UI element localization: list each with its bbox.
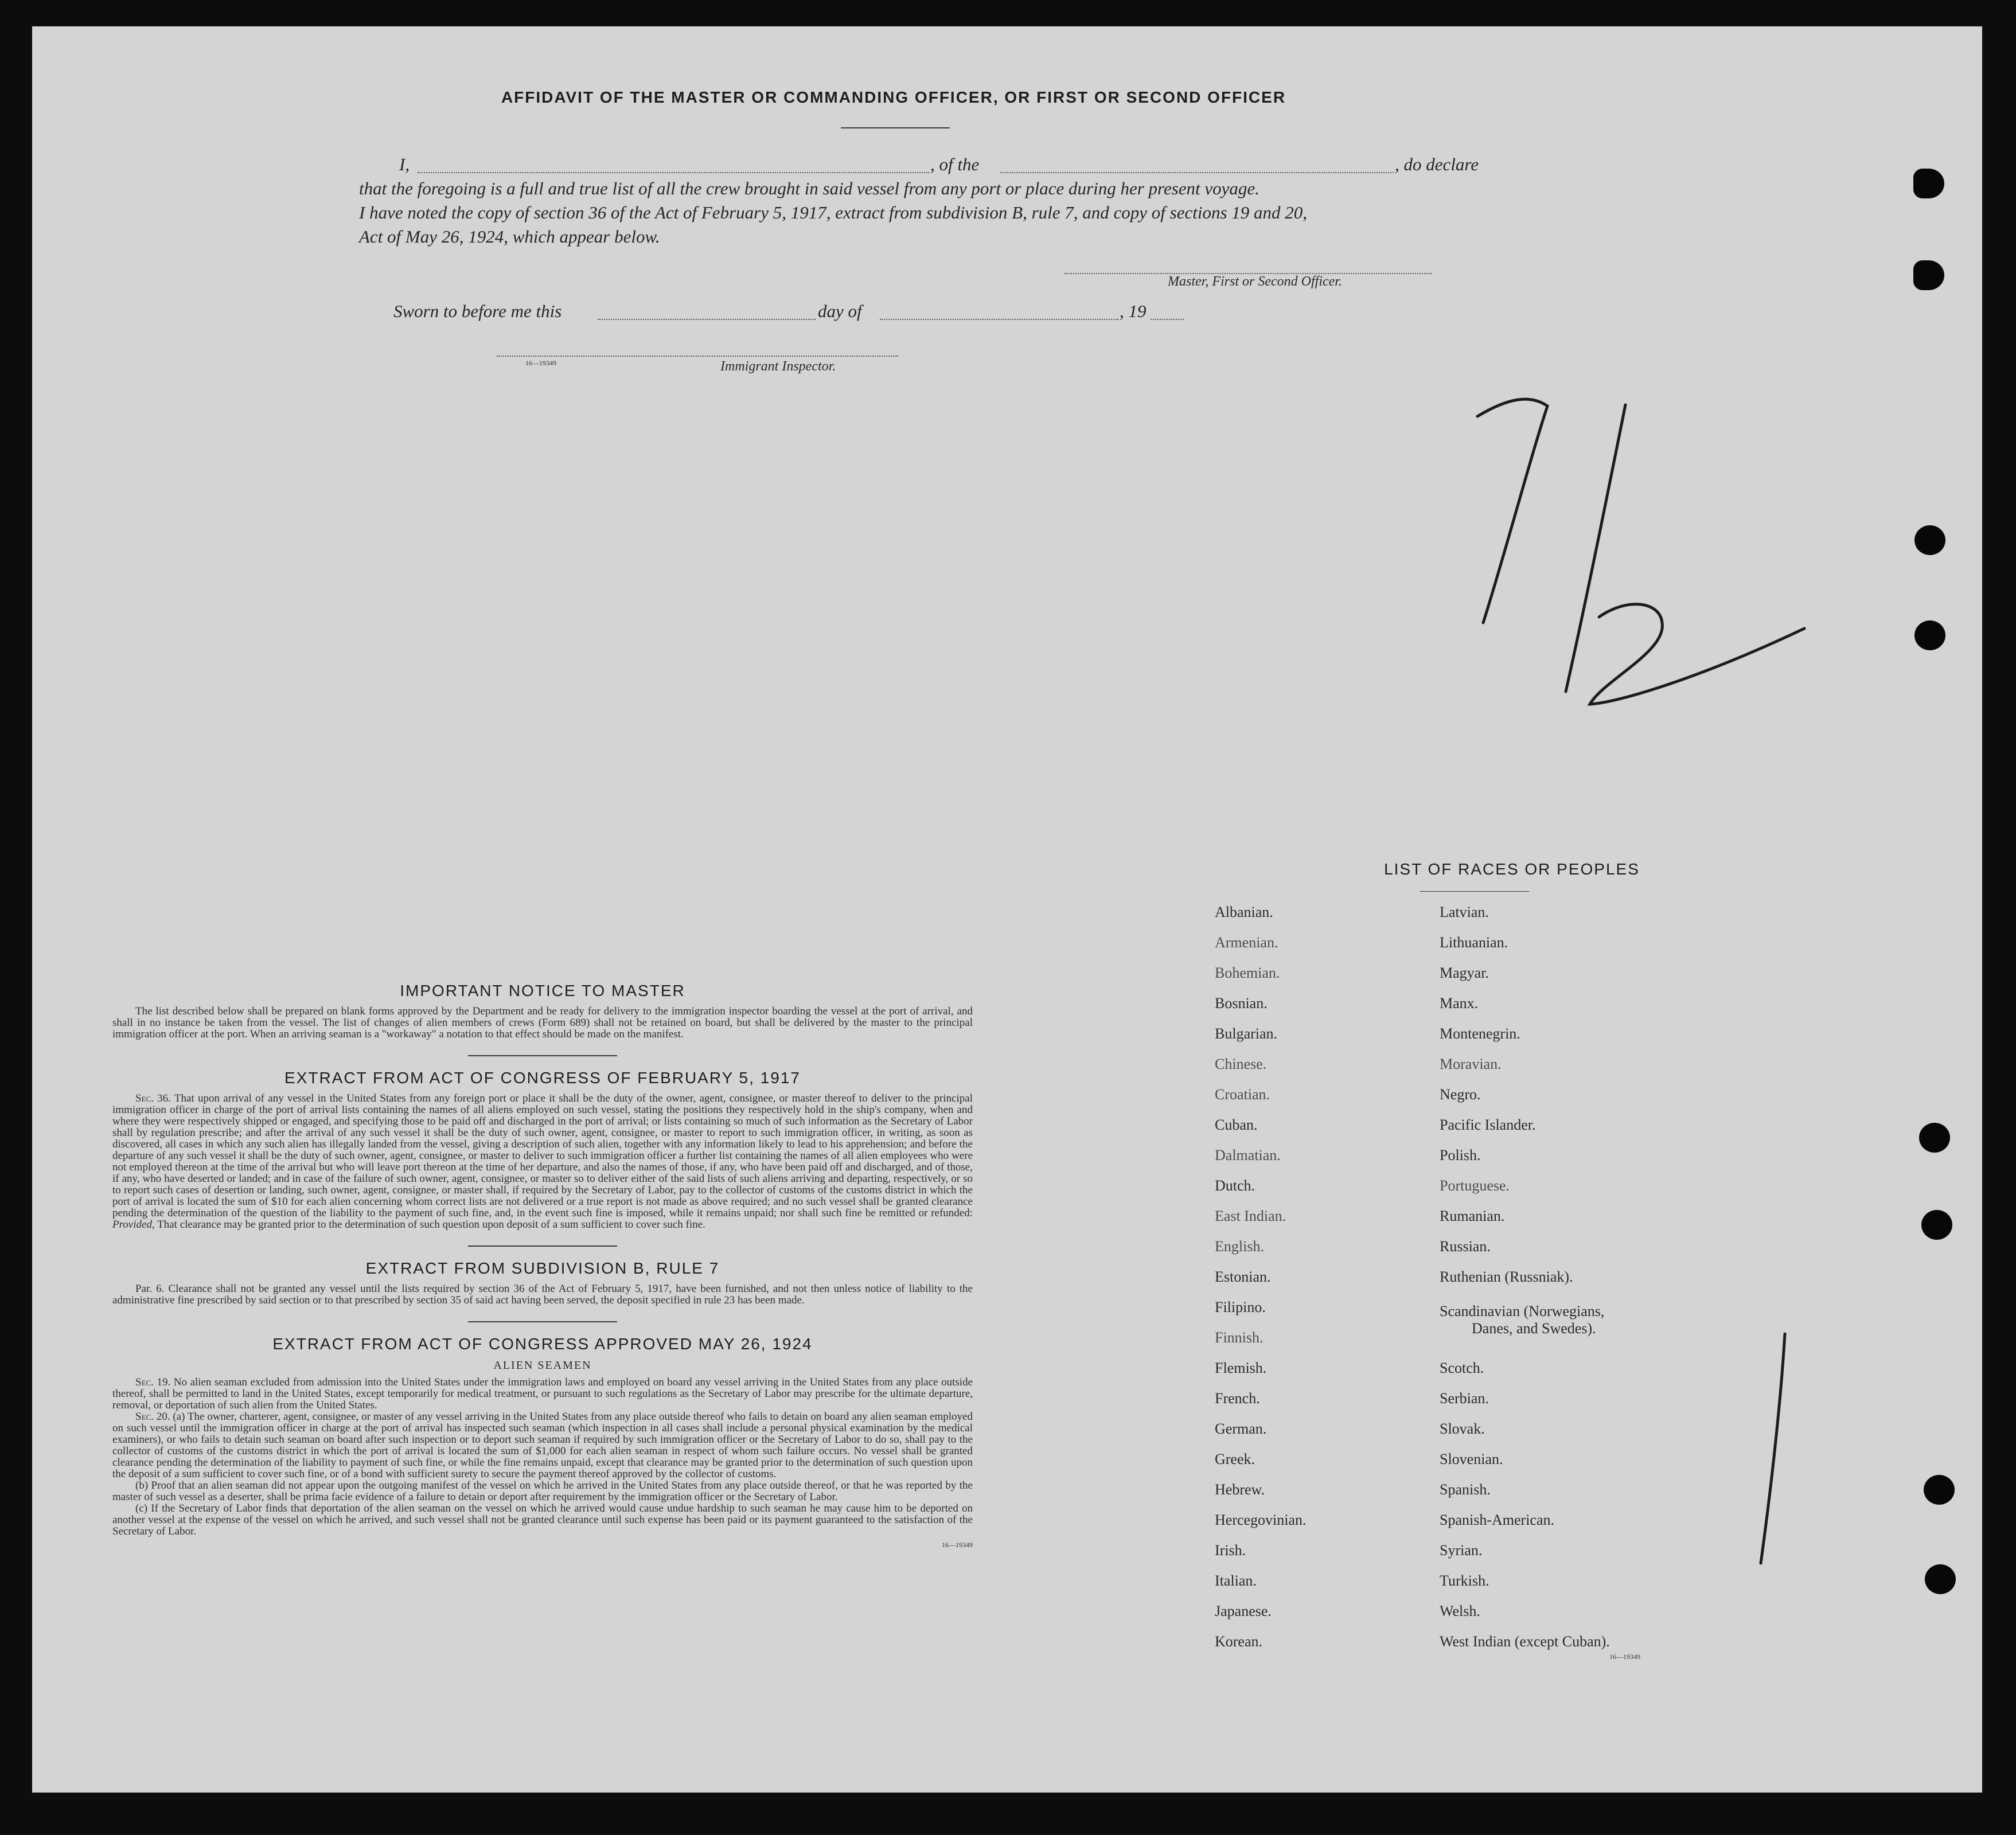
- sec20a-body: (a) The owner, charterer, agent, consignee, or master of any vessel arriving in the United States from any place outside thereof who fails to detain on board any alien seaman employed on such vessel until the immigration officer in charge at the port of arrival has inspected such seaman (which inspection in all cases shall include a personal physical examination by the medical examiners), or who fails to detain such seaman on board after such inspection or to deport such seaman if required by such immigration officer or the Secretary of Labor to do so, shall pay to the collector of customs of the customs district in which the port of arrival is located the sum of $1,000 for each alien seaman in respect of whom such failure occurs. No vessel shall be granted clearance pending the determination of the liability to payment of such fine, or while the fine remains unpaid, except that clearance may be granted prior to the determination of such question upon the deposit of a sum sufficient to cover such fine, or of a bond with sufficient surety to secure the payment thereof approved by the collector of customs.: [112, 1411, 973, 1480]
- race-col1-12: Estonian.: [1215, 1268, 1271, 1285]
- race-col1-4: Bulgarian.: [1215, 1025, 1278, 1042]
- vessel-name-blank[interactable]: [1000, 172, 1394, 173]
- race-col1-2: Bohemian.: [1215, 965, 1280, 981]
- rule7-title: EXTRACT FROM SUBDIVISION B, RULE 7: [365, 1259, 720, 1277]
- extract-1917-sec: Sec. 36.: [135, 1092, 171, 1104]
- race-col1-11: English.: [1215, 1238, 1264, 1255]
- race-col1-13: Filipino.: [1215, 1299, 1266, 1315]
- handwritten-one-stroke: [1477, 399, 1547, 623]
- extract-1917-rule: [468, 1246, 617, 1247]
- affidavit-line-3: I have noted the copy of section 36 of the Act of February 5, 1917, extract from subdivision B, rule 7, and copy of sections 19 and 20,: [359, 202, 1308, 222]
- sworn-day-blank[interactable]: [598, 319, 816, 320]
- notice-text: The list described below shall be prepared on blank forms approved by the Department and be ready for delivery to the immigration inspector boarding the vessel at the port of arrival, and shall in no instance be taken from the vessel. The list of changes of alien members of crews (Form 689) shall not be retained on board, but shall be delivered by the master to the principal immigration officer at the port. When an arriving seaman is a "workaway" a notation to that effect should be made on the manifest.: [112, 1005, 973, 1040]
- race-col2-20: Spanish-American.: [1440, 1512, 1555, 1528]
- affidavit-form-code: 16—19349: [525, 359, 556, 367]
- race-col1-16: French.: [1215, 1390, 1260, 1407]
- race-col2-17: Slovak.: [1440, 1420, 1485, 1437]
- affidavit-line-2: that the foregoing is a full and true list of all the crew brought in said vessel from any port or place during her present voyage.: [359, 178, 1259, 198]
- extract-1924-title: EXTRACT FROM ACT OF CONGRESS APPROVED MAY 26, 1924: [272, 1335, 813, 1353]
- extract-1917-title: EXTRACT FROM ACT OF CONGRESS OF FEBRUARY 5, 1917: [284, 1069, 801, 1087]
- race-col2-19: Spanish.: [1440, 1481, 1491, 1498]
- handwritten-fraction: [1443, 382, 1845, 749]
- race-col2-1: Lithuanian.: [1440, 934, 1508, 951]
- race-col2-13: Scandinavian (Norwegians,: [1440, 1303, 1605, 1319]
- extract-1924-sec20a: [112, 1411, 973, 1480]
- notice-section: [112, 982, 973, 1549]
- race-col2-4: Montenegrin.: [1440, 1025, 1520, 1042]
- affidavit-title-rule: [841, 127, 950, 128]
- race-col1-24: Korean.: [1215, 1633, 1263, 1650]
- race-col1-3: Bosnian.: [1215, 995, 1268, 1012]
- punch-hole-1: [1913, 169, 1944, 198]
- race-col2-6: Negro.: [1440, 1086, 1481, 1103]
- race-col1-0: Albanian.: [1215, 904, 1273, 920]
- affidavit-line-4: Act of May 26, 1924, which appear below.: [359, 227, 660, 247]
- races-title: LIST OF RACES OR PEOPLES: [1384, 860, 1640, 878]
- race-col2-9: Portuguese.: [1440, 1177, 1510, 1194]
- extract-1924-sec19: [112, 1377, 973, 1411]
- race-col2-8: Polish.: [1440, 1147, 1481, 1164]
- race-col1-23: Japanese.: [1215, 1603, 1272, 1619]
- race-col2-11: Russian.: [1440, 1238, 1491, 1255]
- race-col1-5: Chinese.: [1215, 1056, 1267, 1072]
- race-col2-21: Syrian.: [1440, 1542, 1483, 1559]
- affidavit-title: AFFIDAVIT OF THE MASTER OR COMMANDING OFFICER, OR FIRST OR SECOND OFFICER: [501, 88, 1286, 106]
- race-col2-3: Manx.: [1440, 995, 1479, 1012]
- notice-rule: [468, 1055, 617, 1056]
- race-col1-10: East Indian.: [1215, 1208, 1286, 1224]
- punch-hole-8: [1925, 1564, 1956, 1594]
- sec20-label: Sec. 20.: [135, 1411, 170, 1423]
- punch-hole-2: [1913, 260, 1944, 290]
- handwritten-mark: [1753, 1322, 1799, 1586]
- handwritten-two-stroke: [1590, 604, 1804, 704]
- affidavit-i-label: I,: [399, 154, 410, 174]
- race-col1-20: Hercegovinian.: [1215, 1512, 1307, 1528]
- race-col1-22: Italian.: [1215, 1572, 1257, 1589]
- race-col2-23: Welsh.: [1440, 1603, 1480, 1619]
- inspector-caption: Immigrant Inspector.: [720, 359, 836, 374]
- race-col2-18: Slovenian.: [1440, 1451, 1503, 1467]
- race-col2-0: Latvian.: [1440, 904, 1489, 920]
- race-col1-19: Hebrew.: [1215, 1481, 1265, 1498]
- extract-1924-form-code: 16—19349: [942, 1541, 973, 1549]
- master-signature-caption: Master, First or Second Officer.: [1168, 274, 1342, 289]
- race-col2-7: Pacific Islander.: [1440, 1116, 1536, 1133]
- handwritten-slash-stroke: [1566, 405, 1625, 692]
- race-col2-12: Ruthenian (Russniak).: [1440, 1268, 1573, 1285]
- extract-1924-sec20c: (c) If the Secretary of Labor finds that deportation of the alien seaman on the vessel on which he arrived would cause undue hardship to such seaman he may cause him to be deported on another vessel at the expense of the vessel on which he arrived, and such vessel shall not be granted clearance until such expense has been paid or its payment guaranteed to the satisfaction of the Secretary of Labor.: [112, 1502, 973, 1537]
- punch-hole-6: [1921, 1210, 1952, 1240]
- sworn-prefix: Sworn to before me this: [393, 301, 562, 321]
- race-col1-18: Greek.: [1215, 1451, 1255, 1467]
- punch-hole-5: [1919, 1123, 1950, 1153]
- form-page: [32, 26, 1982, 1793]
- sworn-month-blank[interactable]: [880, 319, 1118, 320]
- sworn-year-blank[interactable]: [1151, 319, 1184, 320]
- races-title-rule: [1420, 891, 1529, 892]
- race-col1-9: Dutch.: [1215, 1177, 1255, 1194]
- race-col2-14: Danes, and Swedes).: [1472, 1320, 1596, 1337]
- race-col1-7: Cuban.: [1215, 1116, 1258, 1133]
- race-col1-21: Irish.: [1215, 1542, 1246, 1559]
- race-col1-1: Armenian.: [1215, 934, 1278, 951]
- inspector-signature-line[interactable]: [497, 356, 898, 357]
- race-col2-2: Magyar.: [1440, 965, 1489, 981]
- punch-hole-3: [1914, 525, 1945, 555]
- extract-1917-end: That clearance may be granted prior to the determination of such question upon deposit of a sum sufficient to cover such fine.: [157, 1219, 705, 1231]
- punch-hole-7: [1924, 1475, 1955, 1505]
- punch-hole-4: [1914, 620, 1945, 650]
- race-col1-15: Flemish.: [1215, 1360, 1267, 1376]
- race-col2-24: West Indian (except Cuban).: [1440, 1633, 1610, 1650]
- race-col2-15: Scotch.: [1440, 1360, 1484, 1376]
- sec19-label: Sec. 19.: [135, 1376, 171, 1388]
- race-col2-16: Serbian.: [1440, 1390, 1489, 1407]
- race-col2-5: Moravian.: [1440, 1056, 1502, 1072]
- extract-1917-text: [112, 1093, 973, 1231]
- sec19-body: No alien seaman excluded from admission into the United States under the immigration laws and employed on board any vessel arriving in the United States from any place outside thereof, shall be permitted to land in the United States, except temporarily for medical treatment, or pursuant to such regulations as the Secretary of Labor may prescribe for the ultimate departure, removal, or deportation of such alien from the United States.: [112, 1376, 973, 1411]
- affidavit-declare-label: , do declare: [1395, 154, 1479, 174]
- extract-1917-provided: Provided,: [112, 1219, 155, 1231]
- affidavit-of-the-label: , of the: [930, 154, 980, 174]
- name-blank[interactable]: [418, 172, 929, 173]
- sworn-day-of: day of: [818, 301, 862, 321]
- sworn-year-prefix: , 19: [1120, 301, 1147, 321]
- notice-title: IMPORTANT NOTICE TO MASTER: [400, 982, 685, 1000]
- extract-1924-subtitle: ALIEN SEAMEN: [493, 1359, 592, 1372]
- race-col1-14: Finnish.: [1215, 1329, 1264, 1346]
- race-col1-6: Croatian.: [1215, 1086, 1270, 1103]
- extract-1924-sec20b: (b) Proof that an alien seaman did not appear upon the outgoing manifest of the vessel on which he arrived in the United States from any place outside thereof, or that he was reported by the master of such vessel as a deserter, shall be prima facie evidence of a failure to detain or deport after requirement by the immigration officer or the Secretary of Labor.: [112, 1479, 973, 1503]
- race-col1-17: German.: [1215, 1420, 1267, 1437]
- race-col1-8: Dalmatian.: [1215, 1147, 1281, 1164]
- race-col2-10: Rumanian.: [1440, 1208, 1505, 1224]
- extract-1917-body: That upon arrival of any vessel in the United States from any foreign port or place it shall be the duty of the owner, agent, consignee, or master thereof to deliver to the principal immigration officer in charge of the port of arrival lists containing the names of all aliens employed on such vessel, stating the positions they respectively hold in the ship's company, when and where they were respectively shipped or engaged, and specifying those to be paid off and discharged in the port of arrival; or lists containing so much of such information as the Secretary of Labor shall by regulation prescribe; and after the arrival of any such vessel it shall be the duty of such owner, agent, consignee, or master to report to such immigration officer, in writing, as soon as discovered, all cases in which any such alien has illegally landed from the vessel, giving a description of such alien, together with any information likely to lead to his apprehension; and before the departure of any such vessel it shall be the duty of such owner, agent, consignee, or master to deliver to such immigration officer a further list containing the names of all alien employees who were not employed thereon at the time of the arrival but who will leave port thereon at the time of her departure, and also the names of those, if any, who have been paid off and discharged, and of those, if any, who have deserted or landed; and in case of the failure of such owner, agent, consignee, or master so to deliver either of the said lists of such aliens arriving and departing, respectively, or so to report such cases of desertion or landing, such owner, agent, consignee, or master shall, if required by the Secretary of Labor, pay to the collector of customs of the customs district in which the port of arrival is located the sum of $10 for each alien concerning whom correct lists are not delivered or a true report is not made as above required; and no such vessel shall be granted clearance pending the determination of the question of the liability to the payment of such fine, and, in the event such fine is imposed, while it remains unpaid; nor shall such fine be remitted or refunded:: [112, 1092, 973, 1219]
- rule7-text: Par. 6. Clearance shall not be granted any vessel until the lists required by section 36 of the Act of February 5, 1917, have been furnished, and not then unless notice of liability to the administrative fine prescribed by said section or to that prescribed by section 35 of said act having been served, the deposit specified in rule 23 has been made.: [112, 1283, 973, 1306]
- race-col2-22: Turkish.: [1440, 1572, 1489, 1589]
- races-form-code: 16—19349: [1609, 1653, 1640, 1661]
- rule7-rule: [468, 1321, 617, 1322]
